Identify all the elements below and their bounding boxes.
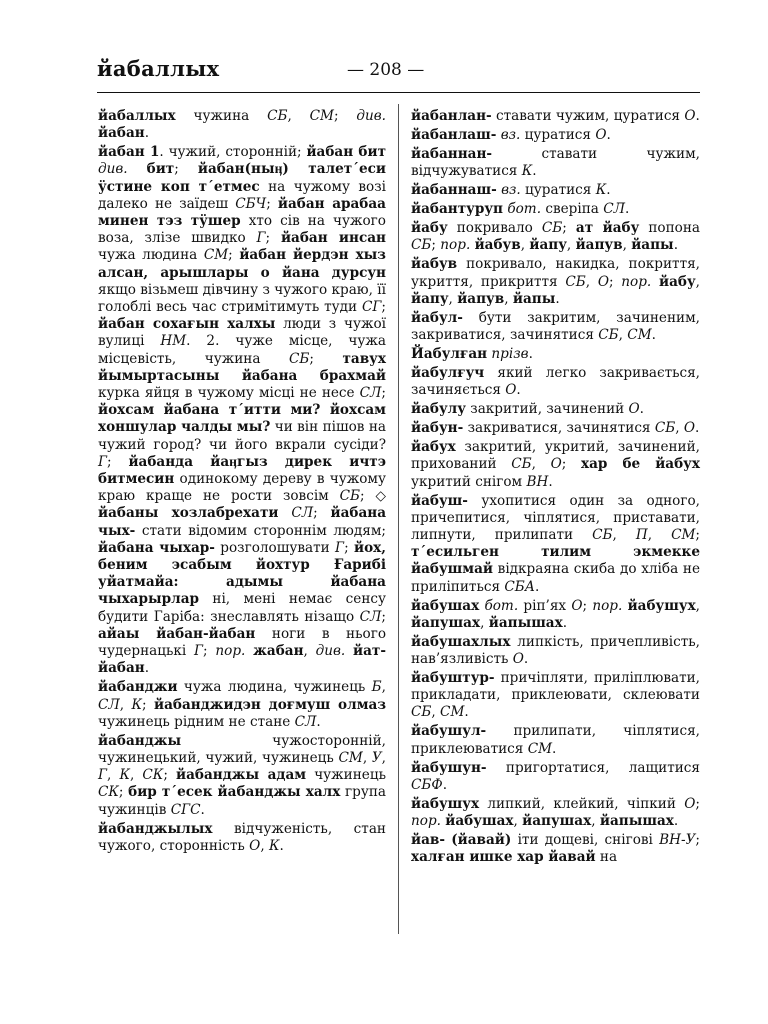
dictionary-entry: йабантуруп бот. сверіпа СЛ. <box>411 201 630 218</box>
dictionary-entry: йабушахлых липкість, причепливість, нав’язливість О. <box>411 633 700 668</box>
dictionary-entry: йабу покривало СБ; ат йабу попона СБ; пор. йабув, йапу, йапув, йапы. <box>411 220 700 254</box>
dictionary-entry: йабанджылых відчуженість, стан чужого, сторонність О, К. <box>98 820 386 854</box>
dictionary-entry: йав- (йавай) іти дощеві, снігові ВН-У; халған ишке хар йавай на <box>411 832 700 866</box>
dictionary-entry: йабуш- ухопитися один за одного, причепитися, чіплятися, приставати, липнути, прилипати СБ, П, СМ; т΄есильген тилим экмекке йабушмай відкраяна скиба до хліба не приліпиться СБА. <box>411 492 700 595</box>
dictionary-entry: йабушун- пригортатися, лащитися СБФ. <box>411 759 700 793</box>
dictionary-entry: йабушул- прилипати, чіплятися, приклеюватися СМ. <box>411 723 700 757</box>
dictionary-entry: йабанлан- ставати чужим, цуратися О. <box>411 108 700 124</box>
dictionary-entry: йабаллых чужина СБ, СМ; див. йабан. <box>98 108 386 142</box>
dictionary-entry: Йабулған прізв. <box>411 346 533 363</box>
dictionary-entry: йабул- бути закритим, зачиненим, закриватися, зачинятися СБ, СМ. <box>411 309 700 344</box>
column-divider <box>398 104 399 934</box>
dictionary-entry: йабун- закриватися, зачинятися СБ, О. <box>411 420 700 437</box>
dictionary-entry: йабанджы чужосторонній, чужинецький, чужий, чужинець СМ, У, Г, К, СК; йабанджы адам чужинець СК; бир т΄есек йабанджы халх група чужинців СГС. <box>98 732 386 818</box>
right-column <box>411 108 700 866</box>
dictionary-entry: йабуштур- причіпляти, приліплювати, прикладати, приклеювати, склеювати СБ, СМ. <box>411 670 700 721</box>
dictionary-entry: йабув покривало, накидка, покриття, укриття, прикриття СБ, О; пор. йабу, йапу, йапув, йапы. <box>411 256 700 307</box>
dictionary-entry: йабушух липкий, клейкий, чіпкий О; пор. йабушах, йапушах, йапышах. <box>411 795 700 830</box>
dictionary-entry: йабулу закритий, зачинений О. <box>411 401 644 418</box>
running-headword: йабаллых <box>97 56 220 81</box>
dictionary-entry: йабанджи чужа людина, чужинець Б, СЛ, К; йабанджидэн доғмуш олмаз чужинець рідним не стане СЛ. <box>98 679 386 730</box>
dictionary-entry: йабулғуч який легко закривається, зачиняється О. <box>411 365 700 399</box>
dictionary-entry: йабушах бот. ріп’ях О; пор. йабушух, йапушах, йапышах. <box>411 597 700 631</box>
dictionary-entry: йабаннаш- вз. цуратися К. <box>411 182 611 199</box>
dictionary-entry: йабанлаш- вз. цуратися О. <box>411 127 611 143</box>
dictionary-entry: йабаннан- ставати чужим, відчужуватися К. <box>411 146 700 180</box>
page-number: — 208 — <box>347 60 425 80</box>
header-rule <box>97 92 700 93</box>
dictionary-entry: йабух закритий, укритий, зачинений, прихований СБ, О; хар бе йабух укритий снігом ВН. <box>411 439 700 490</box>
page-header <box>97 56 700 86</box>
dictionary-entry: йабан 1. чужий, сторонній; йабан бит див. бит; йабан(ныӊ) талет΄еси ӱстине коп т΄етмес на чужому возі далеко не заїдеш СБЧ; йабан арабаа минен тэз тӱшер хто сів на чужого воза, злізе швидко Г; йабан инсан чужа людина СМ; йабан йердэн хыз алсан, арышлары о йана дурсун якщо візьмеш дівчину з чужого краю, її голоблі весь час стримітимуть туди СГ; йабан сохағын халхы люди з чужої вулиці НМ. 2. чуже місце, чужа місцевість, чужина СБ; тавух йымыртасыны йабана брахмай курка яйця в чужому місці не несе СЛ; йохсам йабана т΄итти ми? йохсам хоншулар чалды мы? чи він пішов на чужий город? чи його вкрали сусіди? Г; йабанда йаӊгыз дирек ичтэ битмесин одинокому дереву в чужому краю краще не рости зовсім СБ; ◇ йабаны хозлабрехати СЛ; йабана чых- стати відомим стороннім людям; йабана чыхар- розголошувати Г; йох, беним эсабым йохтур Ғарибі уйатмайа: адымы йабана чыхарырлар ні, мені немає сенсу будити Гаріба: знеславлять нізащо СЛ; айаы йабан-йабан ноги в нього чудернацькі Г; пор. жабан, див. йат-йабан. <box>98 144 387 677</box>
left-column <box>98 108 386 855</box>
